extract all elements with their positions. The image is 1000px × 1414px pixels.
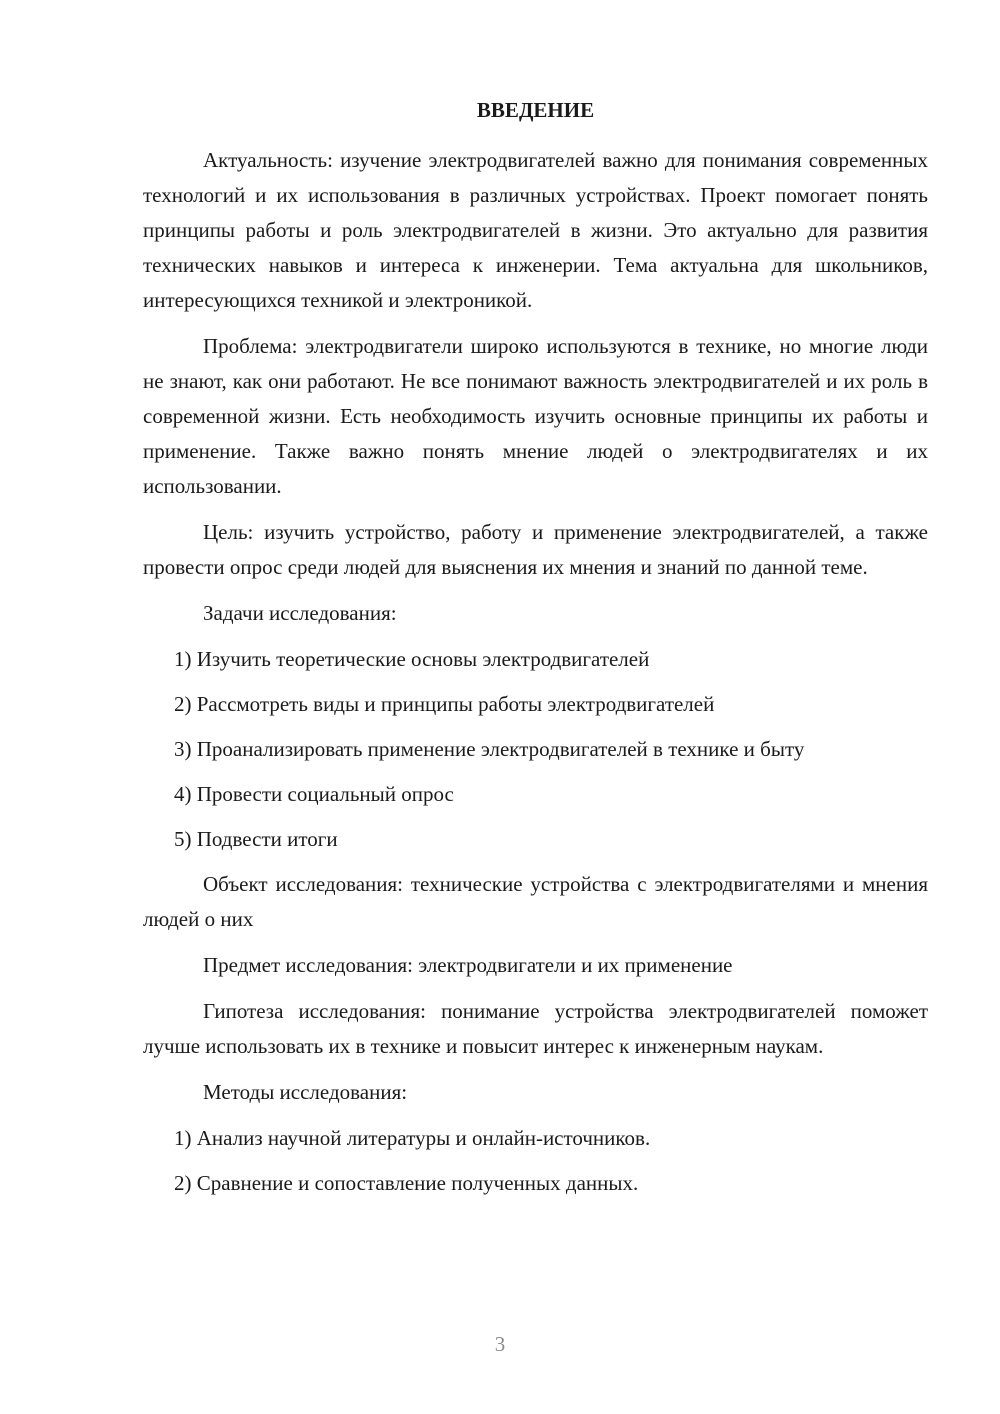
page-number: 3	[494, 1332, 506, 1356]
document-page	[143, 95, 928, 1211]
tasks-heading: Задачи исследования:	[203, 601, 397, 625]
subject-paragraph: Предмет исследования: электродвигатели и их применение	[203, 953, 733, 977]
list-item: 1) Изучить теоретические основы электродвигателей	[174, 647, 650, 671]
object-paragraph: Объект исследования: технические устройства с электродвигателями и мнения людей о них	[143, 872, 928, 931]
relevance-paragraph: Актуальность: изучение электродвигателей важно для понимания современных технологий и их использования в различных устройствах. Проект помогает понять принципы работы и роль электродвигателей в жизни. Это актуально для развития технических навыков и интереса к инженерии. Тема актуальна для школьников, интересующихся техникой и электроникой.	[143, 148, 928, 312]
page-title: ВВЕДЕНИЕ	[476, 98, 595, 122]
list-item: 2) Сравнение и сопоставление полученных данных.	[174, 1171, 639, 1195]
tasks-list	[143, 642, 928, 857]
goal-paragraph: Цель: изучить устройство, работу и применение электродвигателей, а также провести опрос среди людей для выяснения их мнения и знаний по данной теме.	[143, 520, 928, 579]
methods-list	[143, 1121, 928, 1201]
list-item: 1) Анализ научной литературы и онлайн-источников.	[174, 1126, 651, 1150]
list-item: 3) Проанализировать применение электродвигателей в технике и быту	[174, 737, 805, 761]
list-item: 4) Провести социальный опрос	[174, 782, 454, 806]
problem-paragraph: Проблема: электродвигатели широко используются в технике, но многие люди не знают, как они работают. Не все понимают важность электродвигателей и их роль в современной жизни. Есть необходимость изучить основные принципы их работы и применение. Также важно понять мнение людей о электродвигателях и их использовании.	[143, 334, 928, 498]
list-item: 2) Рассмотреть виды и принципы работы электродвигателей	[174, 692, 715, 716]
list-item: 5) Подвести итоги	[174, 827, 338, 851]
methods-heading: Методы исследования:	[203, 1080, 408, 1104]
hypothesis-paragraph: Гипотеза исследования: понимание устройства электродвигателей поможет лучше использовать их в технике и повысит интерес к инженерным наукам.	[143, 999, 928, 1058]
